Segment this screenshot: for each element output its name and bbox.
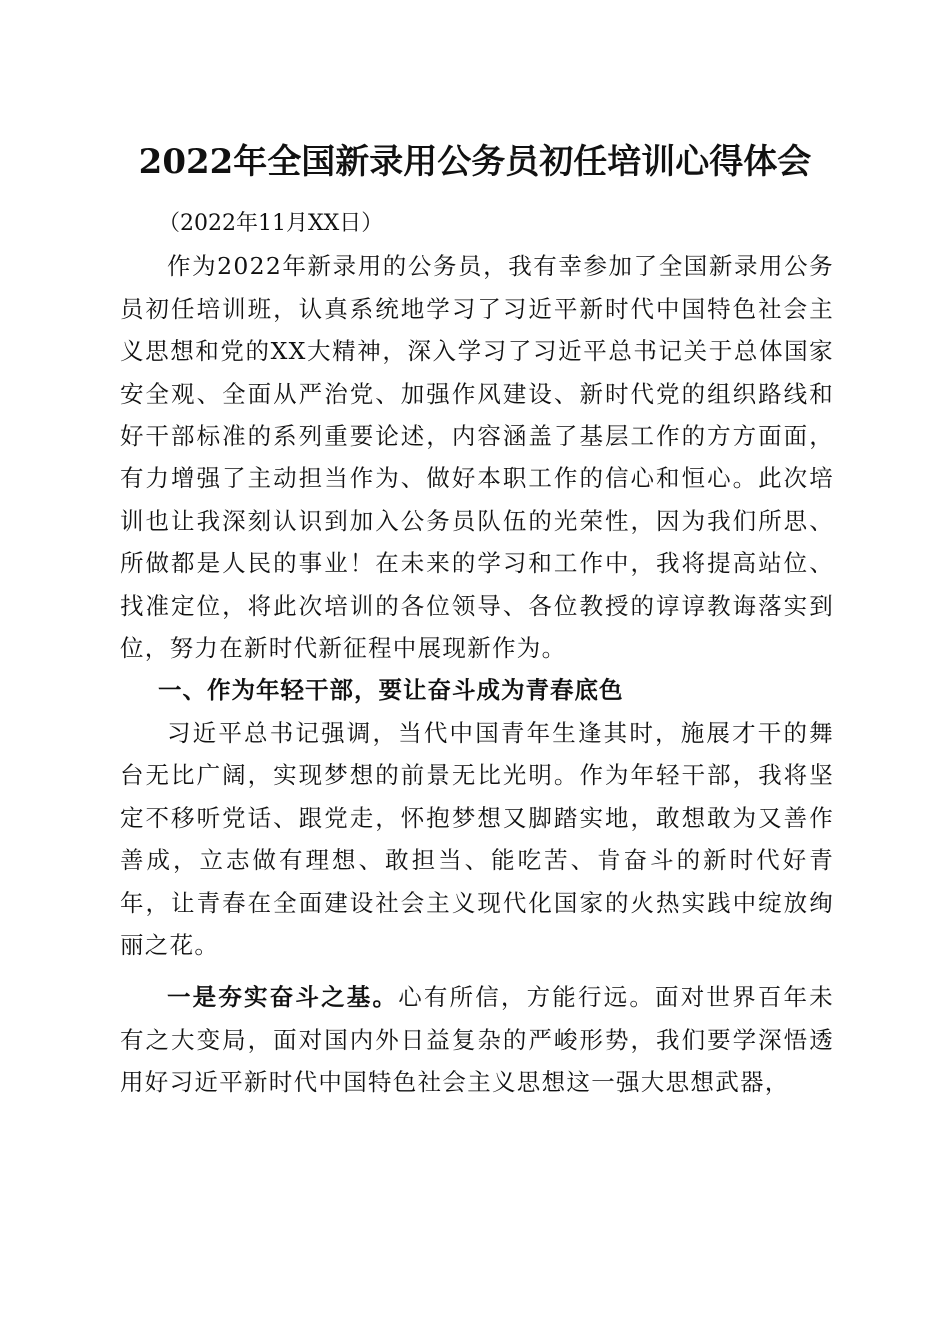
section-heading: 一、作为年轻干部，要让奋斗成为青春底色 (158, 676, 624, 705)
document-body (120, 203, 834, 1104)
intro-paragraph: 作为2022年新录用的公务员，我有幸参加了全国新录用公务员初任培训班，认真系统地学习了习近平新时代中国特色社会主义思想和党的XX大精神，深入学习了习近平总书记关于总体国家安全观、全面从严治党、加强作风建设、新时代党的组织路线和好干部标准的系列重要论述，内容涵盖了基层工作的方方面面，有力增强了主动担当作为、做好本职工作的信心和恒心。此次培训也让我深刻认识到加入公务员队伍的光荣性，因为我们所思、所做都是人民的事业！在未来的学习和工作中，我将提高站位、找准定位，将此次培训的各位领导、各位教授的谆谆教诲落实到位，努力在新时代新征程中展现新作为。 (120, 252, 834, 663)
point-lead: 一是夯实奋斗之基。 (167, 983, 399, 1012)
document-date: （2022年11月XX日） (158, 211, 384, 236)
section-paragraph: 习近平总书记强调，当代中国青年生逢其时，施展才干的舞台无比广阔，实现梦想的前景无比光明。作为年轻干部，我将坚定不移听党话、跟党走，怀抱梦想又脚踏实地，敢想敢为又善作善成，立志做有理想、敢担当、能吃苦、肯奋斗的新时代好青年，让青春在全面建设社会主义现代化国家的火热实践中绽放绚丽之花。 (120, 718, 834, 959)
document-title: 2022年全国新录用公务员初任培训心得体会 (138, 142, 812, 182)
point-paragraph (120, 976, 834, 1103)
point-text: 心有所信，方能行远。面对世界百年未有之大变局，面对国内外日益复杂的严峻形势，我们要学深悟透用好习近平新时代中国特色社会主义思想这一强大思想武器， (120, 983, 834, 1097)
paragraph-spacer (120, 966, 834, 976)
